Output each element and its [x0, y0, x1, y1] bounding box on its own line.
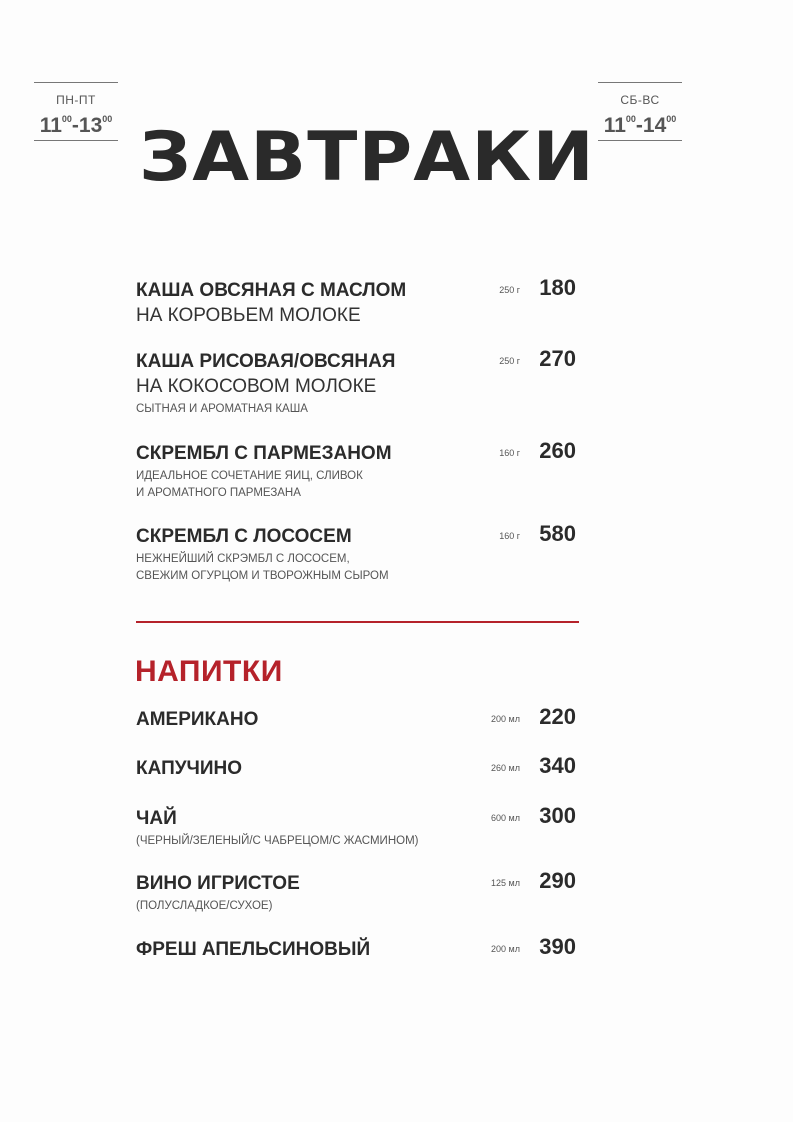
item-price: 260 — [539, 438, 576, 463]
weekend-hours — [598, 82, 682, 141]
section-divider — [136, 621, 579, 623]
item-description: ИДЕАЛЬНОЕ СОЧЕТАНИЕ ЯИЦ, СЛИВОК — [136, 470, 363, 482]
item-volume: 260 мл — [491, 763, 520, 773]
item-price: 580 — [539, 521, 576, 546]
item-price: 270 — [539, 346, 576, 371]
item-name: КАША ОВСЯНАЯ С МАСЛОМ — [136, 280, 407, 301]
item-description: НЕЖНЕЙШИЙ СКРЭМБЛ С ЛОСОСЕМ, — [136, 553, 350, 565]
item-name: ЧАЙ — [136, 808, 177, 829]
item-description-line2: И АРОМАТНОГО ПАРМЕЗАНА — [136, 487, 301, 499]
weekday-time: $11^{00}-13^{00}$ — [39, 114, 113, 137]
menu-item — [136, 346, 578, 418]
item-price: 180 — [539, 275, 576, 300]
item-description: (ЧЕРНЫЙ/ЗЕЛЕНЫЙ/С ЧАБРЕЦОМ/С ЖАСМИНОМ) — [136, 835, 419, 847]
menu-item — [136, 803, 578, 850]
menu-item — [136, 868, 578, 915]
page-title: ЗАВТРАКИ — [139, 118, 595, 197]
item-description: СЫТНАЯ И АРОМАТНАЯ КАША — [136, 403, 308, 415]
item-weight: 250 г — [499, 356, 520, 366]
item-volume: 600 мл — [491, 813, 520, 823]
item-volume: 200 мл — [491, 944, 520, 954]
item-weight: 160 г — [499, 448, 520, 458]
menu-item — [136, 934, 578, 962]
item-name: СКРЕМБЛ С ПАРМЕЗАНОМ — [136, 443, 392, 464]
item-description: (ПОЛУСЛАДКОЕ/СУХОЕ) — [136, 900, 273, 912]
menu-item — [136, 438, 578, 502]
menu-item — [136, 521, 578, 585]
item-name: АМЕРИКАНО — [136, 709, 259, 730]
item-description-line2: СВЕЖИМ ОГУРЦОМ И ТВОРОЖНЫМ СЫРОМ — [136, 570, 389, 582]
item-price: 290 — [539, 868, 576, 893]
drinks-title: НАПИТКИ — [135, 655, 283, 688]
item-name: ФРЕШ АПЕЛЬСИНОВЫЙ — [136, 939, 371, 960]
menu-item — [136, 275, 578, 328]
item-name: СКРЕМБЛ С ЛОСОСЕМ — [136, 526, 352, 547]
item-price: 390 — [539, 934, 576, 959]
menu-item — [136, 753, 578, 781]
menu-item — [136, 704, 578, 732]
weekend-label: СБ-ВС — [620, 93, 660, 107]
weekend-time: $11^{00}-14^{00}$ — [603, 114, 677, 137]
weekday-hours — [34, 82, 118, 141]
item-subname: НА КОРОВЬЕМ МОЛОКЕ — [136, 305, 361, 326]
item-volume: 200 мл — [491, 714, 520, 724]
item-weight: 250 г — [499, 285, 520, 295]
item-volume: 125 мл — [491, 878, 520, 888]
item-subname: НА КОКОСОВОМ МОЛОКЕ — [136, 376, 377, 397]
weekday-label: ПН-ПТ — [56, 93, 96, 107]
item-price: 340 — [539, 753, 576, 778]
item-price: 220 — [539, 704, 576, 729]
item-weight: 160 г — [499, 531, 520, 541]
item-name: КАША РИСОВАЯ/ОВСЯНАЯ — [136, 351, 396, 372]
item-name: КАПУЧИНО — [136, 758, 243, 779]
item-name: ВИНО ИГРИСТОЕ — [136, 873, 300, 894]
item-price: 300 — [539, 803, 576, 828]
